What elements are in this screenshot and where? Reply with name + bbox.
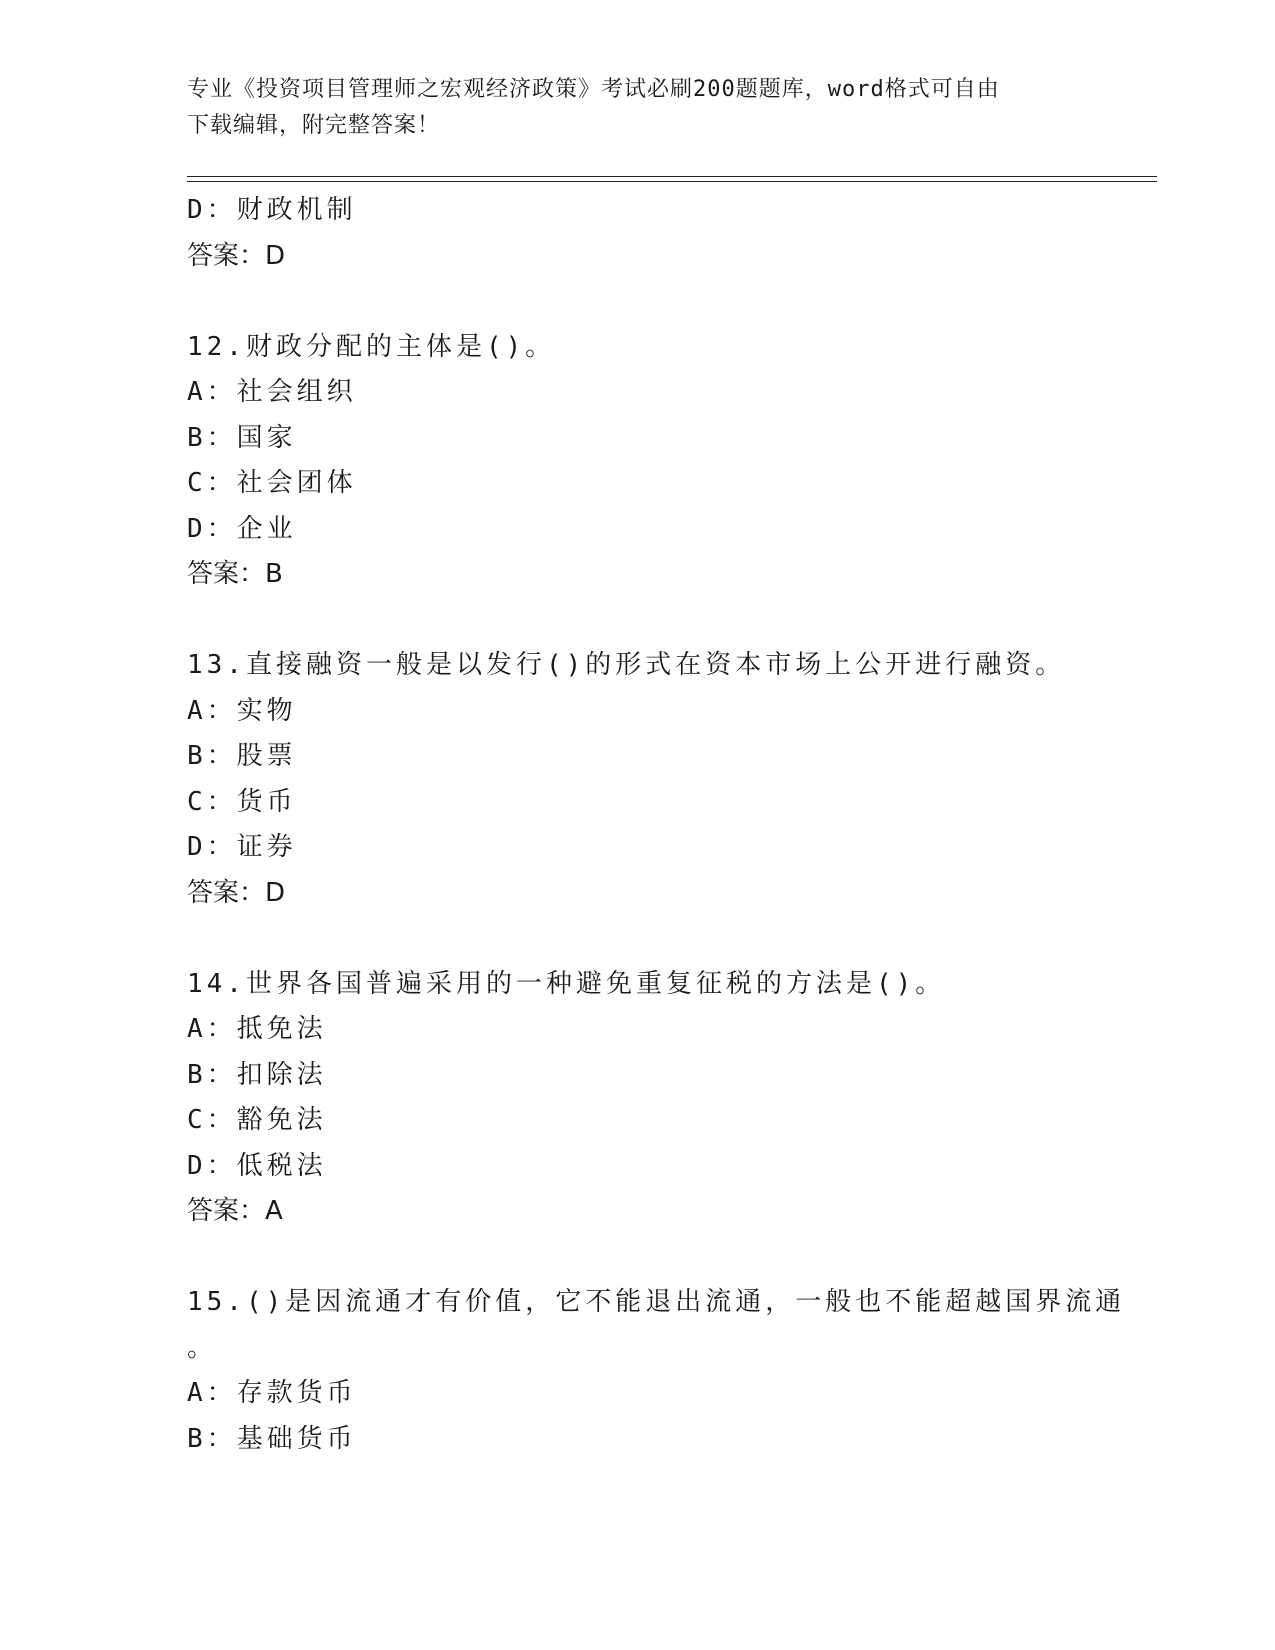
- option-a: A：抵免法: [187, 1014, 327, 1044]
- option-d: D：证券: [187, 832, 297, 862]
- option-a: A：社会组织: [187, 377, 357, 407]
- header-line-2: 下载编辑，附完整答案！: [187, 113, 441, 138]
- question-gap: [187, 598, 1107, 644]
- option-b: B：基础货币: [187, 1423, 357, 1454]
- option-b: B：国家: [187, 422, 297, 453]
- header-rule-bottom: [187, 181, 1157, 182]
- question-gap: [187, 1235, 1107, 1281]
- answer-line: 答案：A: [187, 1196, 283, 1226]
- option-c: C：社会团体: [187, 468, 357, 498]
- header-rule-top: [187, 176, 1157, 177]
- option-d: D：低税法: [187, 1150, 327, 1181]
- question-12: [187, 325, 1107, 598]
- option-a: A：实物: [187, 695, 297, 726]
- option-d: D：财政机制: [187, 195, 357, 225]
- question-stem: 15.()是因流通才有价值，它不能退出流通，一般也不能超越国界流通: [187, 1287, 1126, 1317]
- question-13: [187, 643, 1107, 916]
- document-header: [187, 72, 1087, 144]
- option-a: A：存款货币: [187, 1378, 357, 1408]
- question-14: [187, 962, 1107, 1235]
- header-line-1: 专业《投资项目管理师之宏观经济政策》考试必刷200题题库，word格式可自由: [187, 77, 1000, 102]
- question-stem-continuation: 。: [187, 1332, 214, 1363]
- option-c: C：豁免法: [187, 1105, 327, 1135]
- question-stem: 13.直接融资一般是以发行()的形式在资本市场上公开进行融资。: [187, 650, 1066, 680]
- option-b: B：扣除法: [187, 1059, 327, 1090]
- question-15: [187, 1280, 1126, 1462]
- question-list: [187, 188, 1126, 1462]
- question-gap: [187, 916, 1107, 962]
- answer-line: 答案：B: [187, 559, 283, 589]
- answer-line: 答案：D: [187, 877, 286, 908]
- option-b: B：股票: [187, 741, 297, 771]
- question-gap: [187, 279, 1107, 325]
- option-c: C：货币: [187, 786, 297, 817]
- question-stem: 12.财政分配的主体是()。: [187, 331, 556, 362]
- question-stem: 14.世界各国普遍采用的一种避免重复征税的方法是()。: [187, 968, 946, 999]
- answer-line: 答案：D: [187, 240, 286, 271]
- option-d: D：企业: [187, 513, 297, 544]
